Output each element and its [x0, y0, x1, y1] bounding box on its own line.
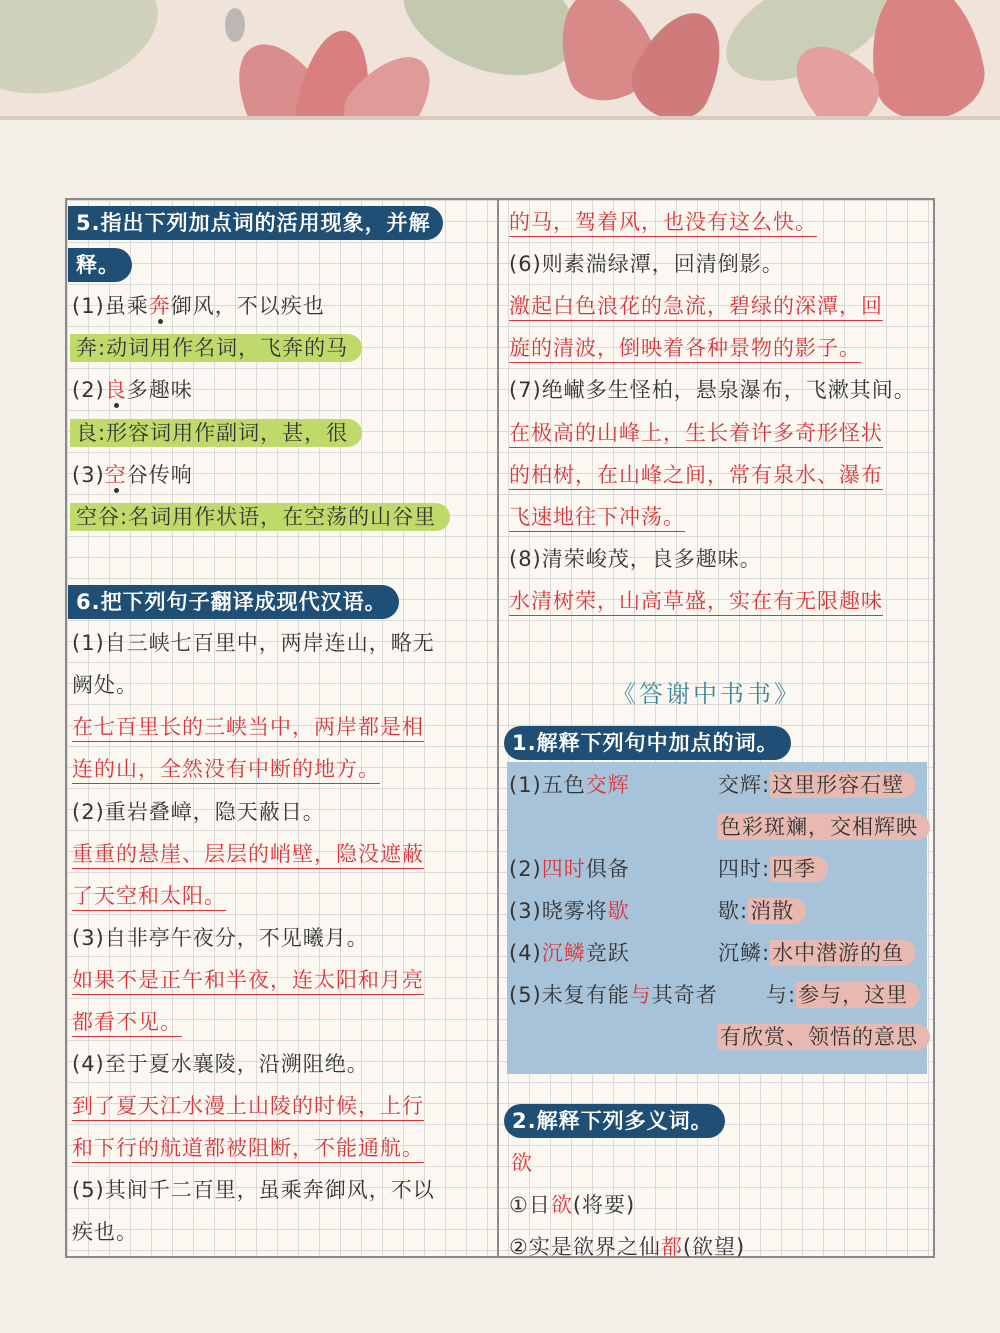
q1-answer-5-cont: 有欣赏、领悟的意思 [718, 1022, 930, 1052]
r-item-7: (7)绝𪩘多生怪柏，悬泉瀑布，飞漱其间。 [509, 378, 916, 402]
q6-item-5-cont: 疾也。 [72, 1220, 138, 1244]
r-item-6: (6)则素湍绿潭，回清倒影。 [509, 252, 784, 276]
q2-word: 欲 [511, 1151, 533, 1175]
q1-answer-2: 四时:四季 [718, 854, 828, 884]
q2-heading: 2.解释下列多义词。 [504, 1104, 725, 1138]
section-title: 《答谢中书书》 [612, 680, 801, 708]
dragonfly-icon [225, 8, 245, 42]
q5-item-2: (2)良多趣味 [72, 378, 193, 402]
q6-answer-3: 如果不是正午和半夜，连太阳和月亮 [72, 965, 424, 995]
q5-heading-cont: 释。 [68, 248, 132, 282]
q6-item-1: (1)自三峡七百里中，两岸连山，略无 [72, 631, 435, 655]
q1-answer-4: 沉鳞:水中潜游的鱼 [718, 938, 916, 968]
r-answer-5-cont: 的马，驾着风，也没有这么快。 [509, 207, 817, 237]
q6-answer-1: 在七百里长的三峡当中，两岸都是相 [72, 712, 424, 742]
q6-answer-1-cont: 连的山，全然没有中断的地方。 [72, 754, 380, 784]
q1-item-4: (4)沉鳞竞跃 [509, 941, 630, 965]
q5-item-1: (1)虽乘奔御风，不以疾也 [72, 294, 325, 318]
q6-item-3: (3)自非亭午夜分，不见曦月。 [72, 926, 369, 950]
floral-banner [0, 0, 1000, 118]
q6-heading: 6.把下列句子翻译成现代汉语。 [68, 585, 399, 619]
r-answer-8: 水清树荣，山高草盛，实在有无限趣味 [509, 586, 883, 616]
r-item-8: (8)清荣峻茂，良多趣味。 [509, 547, 762, 571]
q6-item-5: (5)其间千二百里，虽乘奔御风，不以 [72, 1178, 435, 1202]
r-answer-7: 在极高的山峰上，生长着许多奇形怪状 [509, 418, 883, 448]
q6-item-4: (4)至于夏水襄陵，沿溯阻绝。 [72, 1052, 369, 1076]
r-answer-6: 激起白色浪花的急流，碧绿的深潭，回 [509, 291, 883, 321]
q1-item-3: (3)晓雾将歇 [509, 899, 630, 923]
q5-answer-1: 奔:动词用作名词，飞奔的马 [70, 333, 362, 363]
banner-edge [0, 116, 1000, 120]
q5-answer-3: 空谷:名词用作状语，在空荡的山谷里 [70, 502, 450, 532]
q6-answer-4: 到了夏天江水漫上山陵的时候，上行 [72, 1091, 424, 1121]
q5-item-3: (3)空谷传响 [72, 463, 193, 487]
r-answer-6-cont: 旋的清波，倒映着各种景物的影子。 [509, 333, 861, 363]
q1-answer-3: 歇:消散 [718, 896, 806, 926]
r-answer-7-end: 飞速地往下冲荡。 [509, 502, 685, 532]
q1-item-5: (5)未复有能与其奇者 [509, 983, 718, 1007]
q2-item-1: ①日欲(将要) [509, 1193, 636, 1217]
column-divider [497, 198, 499, 1258]
q6-answer-2-cont: 了天空和太阳。 [72, 881, 226, 911]
q5-heading: 5.指出下列加点词的活用现象，并解 [68, 206, 443, 240]
q6-answer-3-cont: 都看不见。 [72, 1007, 182, 1037]
r-answer-7-cont: 的柏树，在山峰之间，常有泉水、瀑布 [509, 460, 883, 490]
q6-answer-2: 重重的悬崖、层层的峭壁，隐没遮蔽 [72, 839, 424, 869]
q6-item-1-cont: 阙处。 [72, 673, 138, 697]
q6-item-2: (2)重岩叠嶂，隐天蔽日。 [72, 800, 325, 824]
q2-item-2: ②实是欲界之仙都(欲望) [509, 1235, 746, 1259]
q1-item-2: (2)四时俱备 [509, 857, 630, 881]
q1-answer-1: 交辉:这里形容石壁 [718, 770, 916, 800]
q1-answer-5: 与:参与，这里 [766, 980, 920, 1010]
q1-heading: 1.解释下列句中加点的词。 [504, 726, 791, 760]
q1-answer-1-cont: 色彩斑斓，交相辉映 [718, 812, 930, 842]
q5-answer-2: 良:形容词用作副词，甚，很 [70, 418, 362, 448]
q6-answer-4-cont: 和下行的航道都被阻断，不能通航。 [72, 1133, 424, 1163]
q1-item-1: (1)五色交辉 [509, 773, 630, 797]
